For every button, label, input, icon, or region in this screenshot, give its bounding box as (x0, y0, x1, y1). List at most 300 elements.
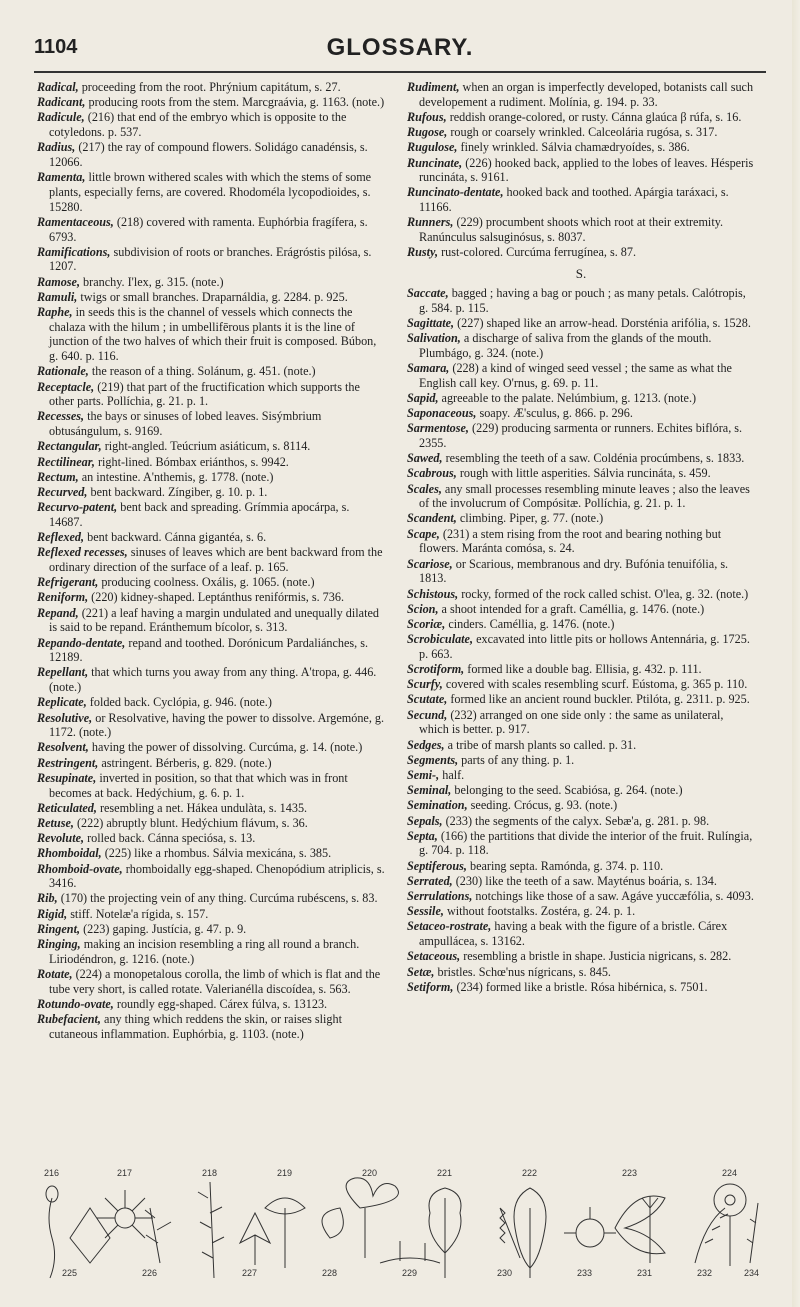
glossary-definition: agreeable to the palate. Nelúmbium, g. 1213. (note.) (438, 390, 697, 405)
glossary-definition: (231) a stem rising from the root and bearing nothing but flowers. Maránta comósa, s. 24. (419, 526, 722, 556)
glossary-term: Serrated, (407, 873, 453, 888)
glossary-term: Scurfy, (407, 677, 443, 692)
glossary-definition: sinuses of leaves which are bent backward from the ordinary direction of the surface of a leaf. p. 165. (49, 545, 383, 574)
glossary-entry (37, 801, 385, 816)
glossary-term: Repellant, (37, 665, 89, 680)
glossary-definition: that which turns you away from any thing. A'tropa, g. 446. (note.) (49, 665, 377, 695)
fig-230-illustration (500, 1208, 520, 1258)
glossary-term: Recesses, (37, 409, 85, 424)
glossary-term: Scandent, (407, 511, 457, 526)
glossary-definition: roundly egg-shaped. Cárex fúlva, s. 13123. (113, 996, 328, 1011)
right-column (407, 80, 755, 995)
glossary-definition: a shoot intended for a graft. Caméllia, g. 1476. (note.) (438, 601, 705, 616)
glossary-term: Ramifications, (37, 244, 111, 259)
figure-number: 232 (697, 1268, 713, 1278)
glossary-definition: producing coolness. Oxális, g. 1065. (note.) (98, 575, 315, 590)
glossary-definition: (233) the segments of the calyx. Sebæ'a, g. 281. p. 98. (442, 813, 710, 828)
glossary-definition: resembling a bristle in shape. Justicia nigricans, s. 282. (460, 949, 732, 964)
glossary-definition: bent back and spreading. Grímmia apocárpa, s. 14687. (49, 500, 350, 529)
glossary-term: Scabrous, (407, 466, 457, 481)
page-edge (792, 0, 800, 1307)
fig-223-illustration (615, 1196, 665, 1254)
glossary-entry (37, 891, 385, 906)
glossary-term: Repand, (37, 605, 79, 620)
glossary-term: Sagittate, (407, 315, 455, 330)
glossary-term: Sedges, (407, 737, 445, 752)
figure-number: 220 (362, 1168, 378, 1178)
glossary-entry (407, 677, 755, 692)
page-header (34, 30, 766, 70)
fig-228-illustration (322, 1208, 343, 1238)
glossary-term: Ramuli, (37, 289, 78, 304)
glossary-definition: branchy. I'lex, g. 315. (note.) (80, 274, 224, 289)
glossary-entry (407, 451, 755, 466)
glossary-definition: (219) that part of the fructification which supports the other parts. Pollíchia, g. 21. p. 1. (49, 379, 360, 409)
glossary-definition: (218) covered with ramenta. Euphórbia fragífera, s. 6793. (49, 214, 368, 244)
glossary-term: Samara, (407, 360, 450, 375)
glossary-definition: bearing septa. Ramónda, g. 374. p. 110. (466, 858, 664, 873)
glossary-definition: (223) gaping. Justícia, g. 47. p. 9. (80, 921, 247, 936)
glossary-term: Retuse, (37, 815, 74, 830)
glossary-entry (407, 874, 755, 889)
figure-number: 225 (62, 1268, 78, 1278)
glossary-entry (37, 711, 385, 740)
glossary-definition: (234) formed like a bristle. Rósa hibérnica, s. 7501. (453, 979, 708, 994)
glossary-entry (37, 831, 385, 846)
glossary-definition: resembling the teeth of a saw. Coldénia procúmbens, s. 1833. (442, 451, 745, 466)
figure-number: 224 (722, 1168, 738, 1178)
glossary-term: Rigid, (37, 906, 68, 921)
glossary-body (37, 80, 755, 1165)
glossary-entry (407, 215, 755, 244)
glossary-entry (407, 482, 755, 511)
glossary-definition: (170) the projecting vein of any thing. Curcúma rubéscens, s. 83. (57, 891, 378, 906)
glossary-definition: (226) hooked back, applied to the lobes of leaves. Hésperis runcináta, s. 9161. (419, 155, 754, 185)
glossary-entry (37, 967, 385, 996)
glossary-definition: producing roots from the stem. Marcgraávia, g. 1163. (note.) (85, 95, 385, 110)
glossary-entry (37, 275, 385, 290)
glossary-definition: subdivision of roots or branches. Erágróstis pilósa, s. 1207. (49, 244, 372, 274)
glossary-term: Septa, (407, 828, 438, 843)
glossary-definition: a tribe of marsh plants so called. p. 31. (444, 737, 637, 752)
glossary-term: Sessile, (407, 904, 444, 919)
glossary-definition: (225) like a rhombus. Sálvia mexicána, s. 385. (101, 846, 332, 861)
page-title: GLOSSARY. (326, 34, 474, 61)
glossary-term: Ringent, (37, 921, 81, 936)
glossary-entry (407, 783, 755, 798)
figure-number: 226 (142, 1268, 158, 1278)
glossary-entry (37, 636, 385, 665)
glossary-term: Septiferous, (407, 858, 467, 873)
glossary-definition: a discharge of saliva from the glands of the mouth. Plumbágo, g. 324. (note.) (419, 331, 712, 360)
glossary-definition: the bays or sinuses of lobed leaves. Sisýmbrium obtusángulum, s. 9169. (49, 409, 322, 439)
glossary-term: Ramentaceous, (37, 214, 114, 229)
figure-number: 222 (522, 1168, 538, 1178)
glossary-definition: making an incision resembling a ring all round a branch. Liriodéndron, g. 1216. (note.) (49, 937, 360, 966)
glossary-definition: (229) procumbent shoots which root at their extremity. Ranúnculus salsuginósus, s. 8037. (419, 215, 724, 245)
glossary-definition: without footstalks. Zostéra, g. 24. p. 1. (443, 904, 636, 919)
glossary-entry (407, 708, 755, 737)
glossary-entry (37, 470, 385, 485)
glossary-term: Sapid, (407, 390, 439, 405)
glossary-definition: rolled back. Cánna speciósa, s. 13. (84, 831, 256, 846)
glossary-entry (37, 695, 385, 710)
glossary-definition: right-angled. Teúcrium asiáticum, s. 8114. (101, 439, 311, 454)
glossary-definition: bent backward. Zíngiber, g. 10. p. 1. (87, 484, 268, 499)
glossary-entry (407, 662, 755, 677)
glossary-term: Radicant, (37, 95, 86, 110)
glossary-definition: rhomboidally egg-shaped. Chenopódium atriplicis, s. 3416. (49, 861, 385, 891)
glossary-entry (407, 140, 755, 155)
glossary-entry (37, 305, 385, 364)
glossary-term: Rugose, (407, 125, 448, 140)
glossary-entry (407, 391, 755, 406)
glossary-definition: (222) abruptly blunt. Hedýchium flávum, s. 36. (73, 815, 308, 830)
fig-222-illustration (514, 1188, 546, 1278)
glossary-entry (407, 617, 755, 632)
glossary-entry (407, 949, 755, 964)
glossary-definition: bent backward. Cánna gigantéa, s. 6. (84, 530, 267, 545)
figure-number: 219 (277, 1168, 293, 1178)
glossary-term: Scrotiform, (407, 662, 465, 677)
glossary-definition: (220) kidney-shaped. Leptánthus renifórmis, s. 736. (88, 590, 345, 605)
glossary-definition: finely wrinkled. Sálvia chamædryoídes, s. 386. (457, 140, 690, 155)
fig-231-illustration (642, 1196, 658, 1263)
glossary-entry (407, 904, 755, 919)
glossary-definition: the reason of a thing. Solánum, g. 451. (note.) (88, 364, 316, 379)
glossary-term: Sarmentose, (407, 421, 469, 436)
glossary-term: Setaceo-rostrate, (407, 919, 492, 934)
glossary-term: Rudiment, (407, 80, 460, 94)
glossary-definition: or Resolvative, having the power to dissolve. Argemóne, g. 1172. (note.) (49, 710, 385, 740)
glossary-term: Rationale, (37, 364, 89, 379)
glossary-definition: (221) a leaf having a margin undulated and unequally dilated is said to be repand. Eránthemum bícolor, s. 313. (49, 605, 379, 635)
glossary-definition: formed like an ancient round buckler. Ptilóta, g. 2311. p. 925. (447, 692, 750, 707)
glossary-term: Ringing, (37, 937, 81, 952)
figure-number: 233 (577, 1268, 593, 1278)
glossary-definition: (232) arranged on one side only : the same as unilateral, which is better. p. 917. (419, 707, 724, 737)
glossary-entry (37, 500, 385, 529)
figure-number: 221 (437, 1168, 453, 1178)
glossary-entry (37, 740, 385, 755)
glossary-entry (407, 125, 755, 140)
glossary-entry (37, 485, 385, 500)
glossary-term: Rectangular, (37, 439, 102, 454)
glossary-entry (37, 846, 385, 861)
glossary-entry (37, 530, 385, 545)
glossary-entry (37, 455, 385, 470)
glossary-definition: notchings like those of a saw. Agáve yuccæfólia, s. 4093. (472, 889, 754, 904)
glossary-entry (407, 331, 755, 360)
figure-number: 216 (44, 1168, 60, 1178)
glossary-term: Runcinato-dentate, (407, 185, 504, 200)
glossary-term: Salivation, (407, 331, 461, 346)
left-column (37, 80, 385, 1042)
glossary-term: Restringent, (37, 755, 99, 770)
fig-229-illustration (380, 1241, 440, 1263)
glossary-definition: astringent. Bérberis, g. 829. (note.) (98, 755, 272, 770)
glossary-entry (37, 215, 385, 244)
glossary-term: Reticulated, (37, 800, 97, 815)
glossary-term: Reniform, (37, 590, 89, 605)
figure-number: 218 (202, 1168, 218, 1178)
glossary-definition: in seeds this is the channel of vessels which connects the chalaza with the hilum ; in umbellifērous plants it is the line of junction of the two halves of which their fruit is composed. Búbon, g. 640. p. 116. (49, 305, 377, 364)
glossary-entry (37, 907, 385, 922)
glossary-entry (407, 602, 755, 617)
glossary-definition: rough with little asperities. Sálvia runcináta, s. 459. (456, 466, 711, 481)
glossary-definition: excavated into little pits or hollows Antennária, g. 1725. p. 663. (419, 632, 750, 661)
glossary-entry (37, 816, 385, 831)
glossary-definition: (227) shaped like an arrow-head. Dorsténia arifólia, s. 1528. (454, 315, 751, 330)
illustrations-svg (30, 1168, 770, 1280)
glossary-term: Setiform, (407, 979, 454, 994)
glossary-entry (37, 756, 385, 771)
glossary-term: Saponaceous, (407, 406, 477, 421)
glossary-term: Scales, (407, 481, 442, 496)
glossary-definition: proceeding from the root. Phrýnium capitátum, s. 27. (78, 80, 341, 94)
fig-220-illustration (346, 1178, 398, 1258)
glossary-term: Revolute, (37, 831, 85, 846)
glossary-entry (37, 140, 385, 169)
glossary-term: Refrigerant, (37, 575, 99, 590)
glossary-entry (37, 665, 385, 694)
figure-number: 230 (497, 1268, 513, 1278)
glossary-term: Rugulose, (407, 140, 458, 155)
fig-224-illustration (714, 1184, 746, 1266)
header-rule (34, 71, 766, 73)
glossary-definition: when an organ is imperfectly developed, botanists call such developement a rudiment. Molínia, g. 194. p. 33. (419, 80, 754, 109)
glossary-entry (407, 692, 755, 707)
glossary-term: Rotundo-ovate, (37, 996, 114, 1011)
fig-226-illustration (145, 1208, 171, 1263)
figure-number: 228 (322, 1268, 338, 1278)
glossary-definition: bagged ; having a bag or pouch ; as many petals. Calótropis, g. 584. p. 115. (419, 285, 746, 315)
glossary-definition: (216) that end of the embryo which is opposite to the cotyledons. p. 537. (49, 110, 347, 140)
glossary-definition: (217) the ray of compound flowers. Solidágo canadénsis, s. 12066. (49, 140, 368, 170)
glossary-definition: repand and toothed. Dorónicum Pardaliánches, s. 12189. (49, 635, 369, 665)
glossary-definition: (166) the partitions that divide the interior of the fruit. Rulíngia, g. 704. p. 118. (419, 828, 753, 858)
glossary-entry (407, 738, 755, 753)
figure-number: 231 (637, 1268, 653, 1278)
glossary-term: Rectilinear, (37, 454, 95, 469)
glossary-entry (37, 937, 385, 966)
glossary-definition: (229) producing sarmenta or runners. Echites biflóra, s. 2355. (419, 421, 743, 450)
glossary-term: Scape, (407, 526, 440, 541)
glossary-definition: climbing. Piper, g. 77. (note.) (456, 511, 604, 526)
glossary-definition: resembling a net. Hákea undulàta, s. 1435. (96, 800, 308, 815)
glossary-definition: belonging to the seed. Scabiósa, g. 264. (note.) (451, 783, 683, 798)
glossary-entry (407, 511, 755, 526)
glossary-term: Recurved, (37, 484, 88, 499)
figure-number: 229 (402, 1268, 418, 1278)
glossary-entry (37, 771, 385, 800)
figure-number: 223 (622, 1168, 638, 1178)
glossary-term: Runcinate, (407, 155, 463, 170)
glossary-entry (407, 245, 755, 260)
glossary-term: Sawed, (407, 451, 443, 466)
glossary-entry (407, 80, 755, 109)
glossary-term: Setæ, (407, 964, 435, 979)
glossary-term: Secund, (407, 707, 448, 722)
glossary-term: Recurvo-patent, (37, 500, 118, 515)
glossary-definition: reddish orange-colored, or rusty. Cánna glaúca β rúfa, s. 16. (446, 109, 742, 124)
glossary-definition: little brown withered scales with which the stems of some plants, especially ferns, are covered. Rhodoméla lycopodioides, s. 15280. (49, 170, 372, 214)
glossary-definition: stiff. Notelæ'a rígida, s. 157. (67, 906, 209, 921)
glossary-entry (37, 110, 385, 139)
glossary-entry (407, 587, 755, 602)
glossary-term: Radius, (37, 140, 76, 155)
glossary-entry (37, 245, 385, 274)
glossary-definition: or Scarious, membranous and dry. Bufónia tenuifólia, s. 1813. (419, 556, 729, 586)
glossary-definition: twigs or small branches. Draparnáldia, g. 2284. p. 925. (77, 289, 348, 304)
glossary-entry (37, 170, 385, 214)
glossary-definition: covered with scales resembling scurf. Eústoma, g. 365 p. 110. (442, 677, 748, 692)
glossary-definition: (228) a kind of winged seed vessel ; the same as what the English call key. O'rnus, g. 69. p. 11. (419, 360, 732, 390)
glossary-term: Radical, (37, 80, 79, 94)
glossary-definition: (230) like the teeth of a saw. Mayténus boária, s. 134. (452, 873, 717, 888)
glossary-definition: inverted in position, so that that which was in front becomes at back. Hedýchium, g. 6. p. 1. (49, 770, 348, 800)
glossary-term: Receptacle, (37, 379, 95, 394)
fig-219-illustration (265, 1198, 305, 1268)
glossary-entry (37, 364, 385, 379)
glossary-term: Scrobiculate, (407, 632, 474, 647)
glossary-term: Saccate, (407, 285, 449, 300)
glossary-term: Reflexed, (37, 530, 85, 545)
fig-216-illustration (46, 1186, 58, 1278)
glossary-entry (407, 814, 755, 829)
glossary-definition: rocky, formed of the rock called schist. O'lea, g. 32. (note.) (458, 586, 749, 601)
glossary-definition: an intestine. A'nthemis, g. 1778. (note.) (78, 469, 274, 484)
glossary-definition: (224) a monopetalous corolla, the limb of which is flat and the tube very short, is called rotate. Valerianélla discoídea, s. 563. (49, 966, 381, 996)
glossary-term: Resupinate, (37, 770, 97, 785)
glossary-term: Scion, (407, 601, 439, 616)
glossary-definition: any thing which reddens the skin, or raises slight cutaneous inflammation. Euphórbia, g. 1103. (note.) (49, 1012, 342, 1041)
glossary-definition: hooked back and toothed. Apárgia taráxaci, s. 11166. (419, 185, 729, 215)
glossary-term: Scutate, (407, 692, 448, 707)
page-number: 1104 (34, 36, 78, 58)
glossary-definition: soapy. Æ'sculus, g. 866. p. 296. (476, 406, 633, 421)
glossary-entry (407, 406, 755, 421)
glossary-entry (37, 439, 385, 454)
figure-plate (30, 1168, 770, 1280)
glossary-entry (407, 527, 755, 556)
glossary-entry (37, 997, 385, 1012)
glossary-entry (407, 110, 755, 125)
glossary-definition: bristles. Schœ'nus nígricans, s. 845. (434, 964, 611, 979)
glossary-term: Rhomboid-ovate, (37, 861, 123, 876)
glossary-definition: cinders. Caméllia, g. 1476. (note.) (445, 616, 615, 631)
glossary-term: Resolvent, (37, 740, 89, 755)
glossary-term: Raphe, (37, 305, 73, 320)
glossary-definition: having a beak with the figure of a bristle. Cárex ampullácea, s. 13162. (419, 919, 728, 949)
glossary-entry (407, 753, 755, 768)
glossary-term: Semination, (407, 798, 468, 813)
glossary-entry (407, 421, 755, 450)
glossary-term: Schistous, (407, 586, 459, 601)
glossary-entry (407, 889, 755, 904)
glossary-entry (407, 829, 755, 858)
glossary-entry (37, 380, 385, 409)
glossary-entry (407, 466, 755, 481)
glossary-entry (407, 632, 755, 661)
glossary-term: Segments, (407, 752, 459, 767)
glossary-term: Rectum, (37, 469, 79, 484)
glossary-term: Scoriæ, (407, 616, 446, 631)
fig-233-illustration (564, 1207, 616, 1247)
glossary-definition: having the power of dissolving. Curcúma, g. 14. (note.) (88, 740, 363, 755)
fig-232-illustration (695, 1208, 728, 1263)
glossary-entry (37, 95, 385, 110)
glossary-entry (407, 859, 755, 874)
glossary-definition: half. (439, 767, 465, 782)
glossary-entry (37, 590, 385, 605)
glossary-entry (407, 919, 755, 948)
fig-225-illustration (70, 1208, 110, 1263)
glossary-definition: seeding. Crócus, g. 93. (note.) (467, 798, 618, 813)
section-heading: S. (575, 265, 587, 281)
glossary-entry (407, 980, 755, 995)
glossary-entry (37, 409, 385, 438)
figure-number: 217 (117, 1168, 133, 1178)
glossary-definition: formed like a double bag. Ellisia, g. 432. p. 111. (464, 662, 702, 677)
glossary-term: Rotate, (37, 966, 73, 981)
fig-218-illustration (198, 1182, 224, 1278)
glossary-term: Seminal, (407, 783, 452, 798)
glossary-term: Runners, (407, 215, 454, 230)
figure-number: 227 (242, 1268, 258, 1278)
glossary-entry (407, 798, 755, 813)
glossary-term: Rusty, (407, 245, 439, 260)
glossary-entry (407, 965, 755, 980)
glossary-term: Reflexed recesses, (37, 545, 128, 560)
glossary-entry (37, 545, 385, 574)
fig-221-illustration (429, 1188, 461, 1278)
glossary-term: Radicule, (37, 110, 85, 125)
glossary-term: Scariose, (407, 556, 453, 571)
glossary-definition: any small processes resembling minute leaves ; also the leaves of the involucrum of Compósitæ. Pollíchia, g. 21. p. 1. (419, 481, 750, 511)
glossary-term: Replicate, (37, 695, 87, 710)
glossary-term: Sepals, (407, 813, 443, 828)
glossary-definition: parts of any thing. p. 1. (458, 752, 575, 767)
glossary-term: Rubefacient, (37, 1012, 101, 1027)
glossary-entry (37, 922, 385, 937)
glossary-definition: right-lined. Bómbax eriánthos, s. 9942. (94, 454, 289, 469)
glossary-definition: rust-colored. Curcúma ferrugínea, s. 87. (438, 245, 637, 260)
glossary-term: Ramose, (37, 274, 80, 289)
glossary-term: Resolutive, (37, 710, 93, 725)
glossary-entry (37, 575, 385, 590)
glossary-definition: folded back. Cyclópia, g. 946. (note.) (86, 695, 272, 710)
glossary-entry (37, 290, 385, 305)
glossary-entry (37, 862, 385, 891)
glossary-entry (407, 557, 755, 586)
glossary-entry (407, 361, 755, 390)
fig-234-illustration (747, 1203, 758, 1263)
glossary-entry (407, 768, 755, 783)
glossary-term: Rib, (37, 891, 58, 906)
glossary-term: Rufous, (407, 109, 447, 124)
glossary-entry (407, 156, 755, 185)
glossary-definition: rough or coarsely wrinkled. Calceolária rugósa, s. 317. (447, 125, 718, 140)
glossary-term: Setaceous, (407, 949, 461, 964)
fig-227-illustration (240, 1213, 270, 1265)
glossary-term: Rhomboidal, (37, 846, 102, 861)
glossary-entry (37, 606, 385, 635)
glossary-term: Semi-, (407, 767, 440, 782)
glossary-term: Ramenta, (37, 170, 86, 185)
glossary-entry (407, 286, 755, 315)
glossary-entry (407, 185, 755, 214)
